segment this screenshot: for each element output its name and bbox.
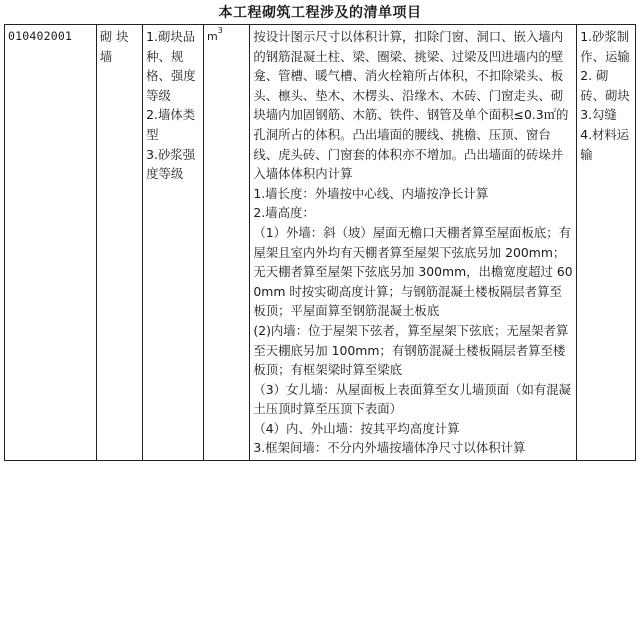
item-code-cell: 010402001 [5, 25, 97, 461]
work-item: 1.砂浆制作、运输 [580, 29, 630, 64]
rule-paragraph: 1.墙长度：外墙按中心线、内墙按净长计算 [253, 185, 489, 201]
rule-paragraph: 按设计图示尺寸以体积计算，扣除门窗、洞口、嵌入墙内的钢筋混凝土柱、梁、圈梁、挑梁、过梁及凹进墙内的壁龛、管槽、暖气槽、消火栓箱所占体积，不扣除梁头、板头、檩头、垫木、木楞头、沿缘木、木砖、门窗走头、砌块墙内加固钢筋、木筋、铁件、钢管及单个面积≤0.3㎡的孔洞所占的体积。凸出墙面的腰线、挑檐、压顶、窗台线、虎头砖、门窗套的体积亦不增加。凸出墙面的砖垛并入墙体体积内计算 [253, 29, 569, 182]
work-item: 2. 砌砖、砌块 [580, 68, 630, 103]
item-name-cell: 砌块墙 [96, 25, 142, 461]
feature-item: 3.砂浆强度等级 [146, 146, 196, 182]
rule-paragraph: (2)内墙：位于屋架下弦者，算至屋架下弦底；无屋架者算至天棚底另加 100mm；有钢筋混凝土楼板隔层者算至楼板顶；有框架梁时算至梁底 [253, 322, 569, 378]
unit-text: m [206, 30, 218, 43]
table-row [5, 25, 636, 461]
feature-item: 1.砌块品种、规格、强度等级 [146, 29, 196, 103]
rule-paragraph: （3）女儿墙：从屋面板上表面算至女儿墙顶面（如有混凝土压顶时算至压顶下表面） [253, 381, 572, 417]
unit-cell [203, 25, 249, 461]
rule-paragraph: （1）外墙：斜（坡）屋面无檐口天棚者算至屋面板底；有屋架且室内外均有天棚者算至屋架下弦底另加 200mm；无天棚者算至屋架下弦底另加 300mm，出檐宽度超过 600mm 时按实砌高度计算；与钢筋混凝土楼板隔层者算至板顶；平屋面算至钢筋混凝土板底 [253, 224, 573, 319]
rule-paragraph: （4）内、外山墙：按其平均高度计算 [253, 420, 460, 436]
calculation-rules-cell [250, 25, 577, 461]
rule-paragraph: 2.墙高度： [253, 205, 315, 221]
work-item: 3.勾缝 [580, 107, 617, 123]
bill-of-quantities-table [4, 24, 636, 461]
unit-superscript: 3 [217, 26, 223, 35]
item-features-cell [143, 25, 204, 461]
work-content-cell [577, 25, 636, 461]
rule-paragraph: 3.框架间墙：不分内外墙按墙体净尺寸以体积计算 [253, 440, 526, 456]
work-item: 4.材料运输 [580, 126, 630, 162]
page-title: 本工程砌筑工程涉及的清单项目 [218, 5, 422, 21]
feature-item: 2.墙体类型 [146, 107, 196, 142]
